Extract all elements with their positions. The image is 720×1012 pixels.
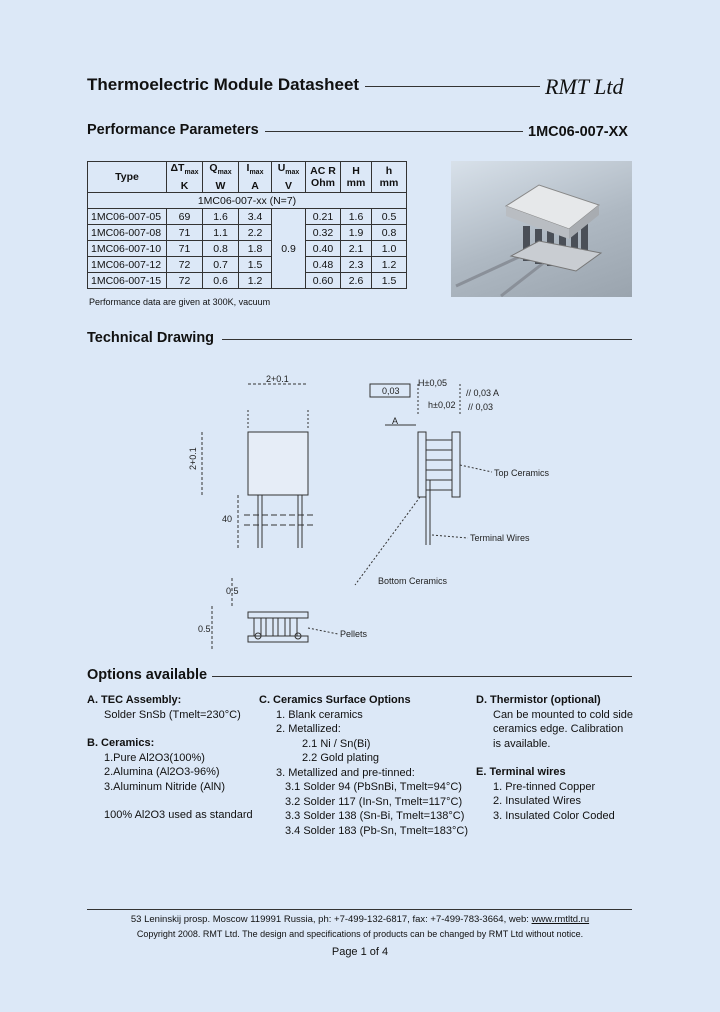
col-qmax: $Q_{max}$ W	[203, 162, 239, 193]
table-row	[88, 209, 407, 225]
surface-option: 3.2 Solder 117 (In-Sn, Tmelt=117°C)	[285, 795, 463, 808]
dim-side-height: 2+0.1	[188, 447, 198, 470]
footer-rule	[87, 909, 632, 910]
group-row	[88, 193, 407, 209]
options-col-c	[259, 693, 469, 838]
col-umax: $U_{max}$ V	[272, 162, 306, 193]
wire-option: 3. Insulated Color Coded	[493, 809, 615, 822]
tol-parallel: // 0,03	[468, 402, 494, 412]
cell-h: 1.2	[372, 257, 407, 273]
wire-option: 2. Insulated Wires	[493, 795, 582, 807]
cell-i: 2.2	[239, 225, 272, 241]
cell-q: 1.6	[203, 209, 239, 225]
col-h: h mm	[372, 162, 407, 193]
terminal-wires-title: E. Terminal wires	[476, 766, 566, 778]
cell-h: 0.8	[372, 225, 407, 241]
performance-note: Performance data are given at 300K, vacuum	[89, 297, 271, 307]
cell-r: 0.32	[306, 225, 341, 241]
drawing-rule	[222, 339, 632, 340]
cell-type: 1MC06-007-15	[88, 273, 167, 289]
cell-i: 1.5	[239, 257, 272, 273]
cell-i: 1.8	[239, 241, 272, 257]
company-logo-text: RMT Ltd	[545, 74, 624, 99]
col-dtmax: $\Delta T_{max}$ K	[167, 162, 203, 193]
cell-type: 1MC06-007-05	[88, 209, 167, 225]
tec-assembly-title: A. TEC Assembly:	[87, 694, 182, 706]
surface-option: 2.2 Gold plating	[302, 752, 380, 764]
surface-option: 1. Blank ceramics	[276, 708, 363, 721]
cell-h: 0.5	[372, 209, 407, 225]
surface-option: 3.3 Solder 138 (Sn-Bi, Tmelt=138°C)	[285, 810, 465, 822]
label-bottom-ceramics: Bottom Ceramics	[378, 576, 448, 586]
cell-H: 1.9	[341, 225, 372, 241]
surface-option: 2.1 Ni / Sn(Bi)	[302, 737, 371, 750]
cell-h: 1.5	[372, 273, 407, 289]
cell-dt: 72	[167, 257, 203, 273]
ceramics-line: 1.Pure Al2O3(100%)	[104, 751, 205, 764]
document-title: Thermoelectric Module Datasheet	[87, 75, 360, 94]
tol-height: H±0,05	[418, 378, 447, 388]
col-imax: $I_{max}$ A	[239, 162, 272, 193]
cell-h: 1.0	[372, 241, 407, 257]
cell-q: 0.7	[203, 257, 239, 273]
options-col-a	[87, 693, 257, 823]
options-heading: Options available	[87, 667, 208, 683]
cell-type: 1MC06-007-12	[88, 257, 167, 273]
col-H: H mm	[341, 162, 372, 193]
label-pellets: Pellets	[340, 629, 368, 639]
cell-H: 1.6	[341, 209, 372, 225]
ceramics-surface-title: C. Ceramics Surface Options	[259, 694, 411, 706]
dim-pellet: 0.5	[226, 586, 239, 596]
dim-ceramic-thickness: 0.5	[198, 624, 211, 634]
thermistor-line: Can be mounted to cold side	[493, 708, 634, 721]
thermistor-title: D. Thermistor (optional)	[476, 694, 601, 706]
surface-option: 3.4 Solder 183 (Pb-Sn, Tmelt=183°C)	[285, 824, 469, 837]
cell-H: 2.3	[341, 257, 372, 273]
options-col-d	[476, 693, 636, 823]
cell-r: 0.60	[306, 273, 341, 289]
product-photo	[451, 161, 632, 297]
model-number: 1MC06-007-XX	[528, 124, 628, 140]
cell-dt: 71	[167, 225, 203, 241]
cell-i: 3.4	[239, 209, 272, 225]
tol-parallel-a: // 0,03 A	[466, 388, 500, 398]
table-row	[88, 241, 407, 257]
footer-copyright: Copyright 2008. RMT Ltd. The design and specifications of products can be changed by RMT Ltd without notice.	[136, 929, 584, 939]
website-link[interactable]: www.rmtltd.ru	[531, 914, 590, 925]
col-type: Type	[88, 162, 167, 193]
cell-H: 2.1	[341, 241, 372, 257]
cell-umax: 0.9	[272, 209, 306, 289]
performance-rule	[265, 131, 523, 132]
cell-dt: 69	[167, 209, 203, 225]
table-row	[88, 273, 407, 289]
table-row	[88, 225, 407, 241]
address-text: 53 Leninskij prosp. Moscow 119991 Russia, ph: +7-499-132-6817, fax: +7-499-783-3664, web:	[130, 914, 529, 925]
ceramics-title: B. Ceramics:	[87, 737, 155, 749]
drawing-heading: Technical Drawing	[87, 330, 215, 346]
header-rule	[365, 86, 540, 87]
tol-flatness: 0,03	[382, 386, 400, 396]
tec-assembly-line: Solder SnSb (Tmelt=230°C)	[104, 708, 241, 721]
thermistor-line: ceramics edge. Calibration	[493, 723, 624, 735]
tol-h-value: h±0,02	[428, 400, 456, 410]
ceramics-standard-line: 100% Al2O3 used as standard	[104, 809, 253, 821]
cell-type: 1MC06-007-08	[88, 225, 167, 241]
footer-address	[0, 914, 720, 925]
ceramics-line: 3.Aluminum Nitride (AlN)	[104, 780, 226, 793]
label-top-ceramics: Top Ceramics	[494, 468, 550, 478]
page-number: Page 1 of 4	[331, 946, 389, 958]
datum-a: A	[392, 416, 399, 426]
table-header-row	[88, 162, 407, 193]
ceramics-line: 2.Alumina (Al2O3-96%)	[104, 766, 220, 778]
cell-r: 0.48	[306, 257, 341, 273]
technical-drawing	[180, 370, 600, 670]
cell-type: 1MC06-007-10	[88, 241, 167, 257]
options-rule	[212, 676, 632, 677]
cell-r: 0.40	[306, 241, 341, 257]
wire-option: 1. Pre-tinned Copper	[493, 780, 596, 793]
performance-table	[87, 161, 407, 289]
cell-i: 1.2	[239, 273, 272, 289]
cell-q: 0.6	[203, 273, 239, 289]
dim-top-width: 2+0.1	[266, 374, 289, 384]
group-label: 1MC06-007-xx (N=7)	[88, 193, 407, 209]
surface-option: 3. Metallized and pre-tinned:	[276, 766, 415, 779]
cell-q: 1.1	[203, 225, 239, 241]
surface-option: 2. Metallized:	[276, 723, 341, 735]
surface-option: 3.1 Solder 94 (PbSnBi, Tmelt=94°C)	[285, 781, 462, 793]
table-row	[88, 257, 407, 273]
col-acr: AC R Ohm	[306, 162, 341, 193]
cell-dt: 71	[167, 241, 203, 257]
performance-heading: Performance Parameters	[87, 122, 259, 138]
cell-dt: 72	[167, 273, 203, 289]
label-terminal-wires: Terminal Wires	[470, 533, 530, 543]
cell-H: 2.6	[341, 273, 372, 289]
dim-wire-length: 40	[222, 514, 233, 524]
cell-r: 0.21	[306, 209, 341, 225]
thermistor-line: is available.	[493, 737, 551, 750]
cell-q: 0.8	[203, 241, 239, 257]
module-front-view	[248, 432, 308, 495]
